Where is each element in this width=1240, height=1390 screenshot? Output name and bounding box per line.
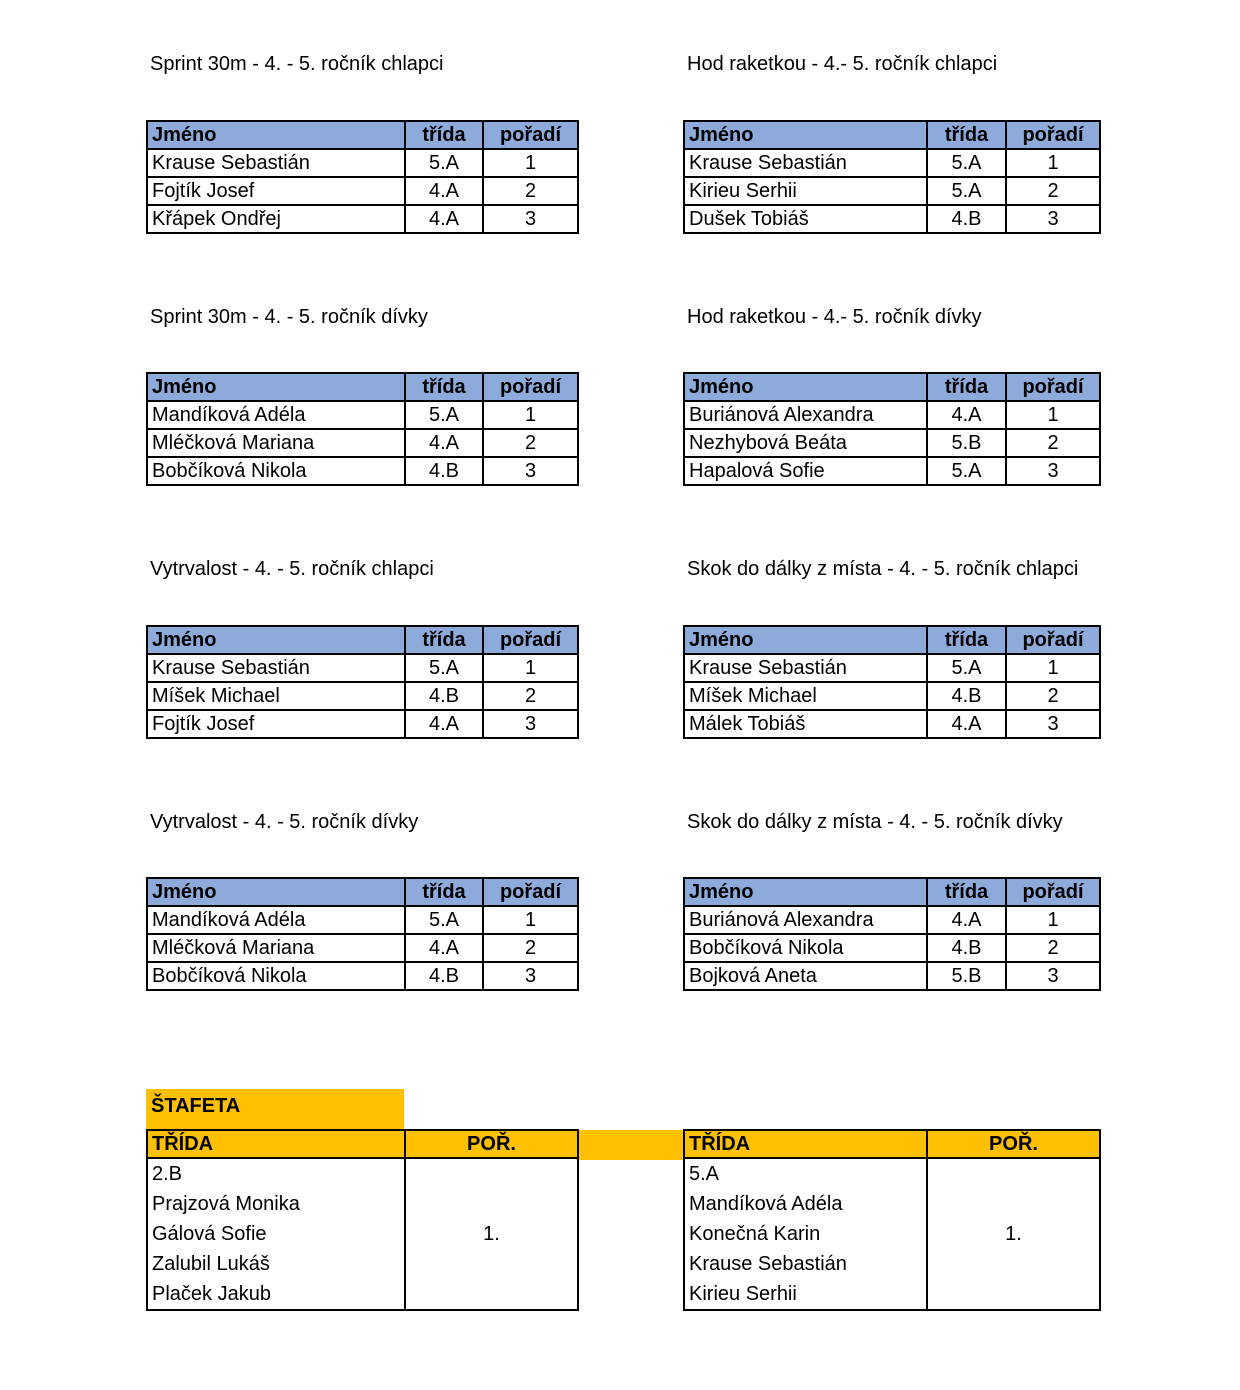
- relay-member: Plaček Jakub: [147, 1279, 405, 1310]
- cell-name: Bobčíková Nikola: [147, 457, 405, 485]
- col-header-place: pořadí: [1006, 626, 1100, 654]
- cell-place: 3: [1006, 457, 1100, 485]
- cell-name: Buriánová Alexandra: [684, 906, 927, 934]
- table-row: [684, 177, 1100, 205]
- cell-name: Fojtík Josef: [147, 177, 405, 205]
- relay-table-team-1: [146, 1129, 579, 1311]
- relay-divider-band: [576, 1130, 683, 1160]
- relay-member: Kirieu Serhii: [684, 1279, 927, 1310]
- col-header-place: pořadí: [483, 121, 578, 149]
- col-header-class: třída: [927, 626, 1006, 654]
- cell-place: 1: [483, 149, 578, 177]
- cell-place: 2: [483, 177, 578, 205]
- cell-place: 3: [1006, 710, 1100, 738]
- table-row: [147, 205, 578, 233]
- cell-name: Buriánová Alexandra: [684, 401, 927, 429]
- relay-col-header-class: TŘÍDA: [147, 1130, 405, 1158]
- table-row: [684, 457, 1100, 485]
- cell-place: 1: [483, 906, 578, 934]
- results-table-rocket-boys: [683, 120, 1101, 234]
- cell-place: 3: [1006, 962, 1100, 990]
- cell-class: 4.A: [405, 710, 483, 738]
- col-header-class: třída: [405, 373, 483, 401]
- cell-class: 5.A: [405, 654, 483, 682]
- col-header-name: Jméno: [147, 373, 405, 401]
- cell-place: 1: [1006, 906, 1100, 934]
- cell-name: Mandíková Adéla: [147, 401, 405, 429]
- cell-place: 3: [483, 962, 578, 990]
- cell-place: 1: [483, 401, 578, 429]
- cell-class: 4.A: [927, 401, 1006, 429]
- cell-name: Krause Sebastián: [147, 149, 405, 177]
- col-header-name: Jméno: [684, 878, 927, 906]
- col-header-place: pořadí: [483, 878, 578, 906]
- relay-team-place: 1.: [405, 1158, 578, 1310]
- cell-class: 4.A: [405, 934, 483, 962]
- cell-class: 4.A: [927, 906, 1006, 934]
- table-header-row: [147, 121, 578, 149]
- table-row: [147, 934, 578, 962]
- col-header-name: Jméno: [147, 878, 405, 906]
- cell-name: Mandíková Adéla: [147, 906, 405, 934]
- cell-place: 3: [1006, 205, 1100, 233]
- relay-title: ŠTAFETA: [146, 1089, 404, 1130]
- cell-class: 5.A: [405, 149, 483, 177]
- table-header-row: [684, 626, 1100, 654]
- table-row: [684, 682, 1100, 710]
- table-row: [147, 906, 578, 934]
- section-title-sprint-boys: Sprint 30m - 4. - 5. ročník chlapci: [150, 53, 444, 75]
- col-header-class: třída: [927, 373, 1006, 401]
- table-row: [147, 682, 578, 710]
- cell-place: 2: [1006, 682, 1100, 710]
- relay-team-place: 1.: [927, 1158, 1100, 1310]
- table-header-row: [147, 878, 578, 906]
- col-header-class: třída: [405, 626, 483, 654]
- cell-name: Nezhybová Beáta: [684, 429, 927, 457]
- cell-class: 5.A: [927, 654, 1006, 682]
- col-header-name: Jméno: [684, 626, 927, 654]
- cell-place: 1: [1006, 401, 1100, 429]
- table-row: [684, 906, 1100, 934]
- cell-name: Míšek Michael: [684, 682, 927, 710]
- cell-name: Mléčková Mariana: [147, 934, 405, 962]
- cell-class: 4.B: [927, 205, 1006, 233]
- results-table-endurance-girls: [146, 877, 579, 991]
- cell-name: Křápek Ondřej: [147, 205, 405, 233]
- cell-class: 5.A: [927, 149, 1006, 177]
- cell-place: 2: [483, 429, 578, 457]
- cell-place: 3: [483, 205, 578, 233]
- cell-class: 5.A: [405, 401, 483, 429]
- section-title-endurance-girls: Vytrvalost - 4. - 5. ročník dívky: [150, 811, 419, 833]
- cell-name: Krause Sebastián: [147, 654, 405, 682]
- cell-place: 1: [1006, 654, 1100, 682]
- col-header-name: Jméno: [684, 121, 927, 149]
- section-title-endurance-boys: Vytrvalost - 4. - 5. ročník chlapci: [150, 558, 434, 580]
- cell-name: Málek Tobiáš: [684, 710, 927, 738]
- col-header-name: Jméno: [147, 626, 405, 654]
- table-row: [147, 457, 578, 485]
- section-title-sprint-girls: Sprint 30m - 4. - 5. ročník dívky: [150, 306, 428, 328]
- col-header-place: pořadí: [483, 373, 578, 401]
- relay-col-header-place: POŘ.: [405, 1130, 578, 1158]
- cell-place: 2: [483, 934, 578, 962]
- cell-name: Mléčková Mariana: [147, 429, 405, 457]
- relay-member: Gálová Sofie: [147, 1219, 405, 1249]
- cell-name: Hapalová Sofie: [684, 457, 927, 485]
- cell-class: 4.B: [927, 934, 1006, 962]
- results-table-longjump-boys: [683, 625, 1101, 739]
- table-header-row: [147, 373, 578, 401]
- cell-class: 5.A: [405, 906, 483, 934]
- cell-class: 5.A: [927, 177, 1006, 205]
- results-table-rocket-girls: [683, 372, 1101, 486]
- relay-member: Mandíková Adéla: [684, 1189, 927, 1219]
- table-row: [684, 654, 1100, 682]
- cell-class: 4.A: [927, 710, 1006, 738]
- relay-header-row: [684, 1130, 1100, 1158]
- section-title-rocket-boys: Hod raketkou - 4.- 5. ročník chlapci: [687, 53, 998, 75]
- table-row: [147, 962, 578, 990]
- results-table-sprint-boys: [146, 120, 579, 234]
- table-row: [684, 710, 1100, 738]
- col-header-place: pořadí: [1006, 373, 1100, 401]
- section-title-longjump-girls: Skok do dálky z místa - 4. - 5. ročník dívky: [687, 811, 1063, 833]
- col-header-place: pořadí: [1006, 878, 1100, 906]
- table-row: [684, 149, 1100, 177]
- table-row: [684, 429, 1100, 457]
- col-header-class: třída: [405, 121, 483, 149]
- cell-place: 2: [483, 682, 578, 710]
- relay-row: [147, 1158, 578, 1189]
- cell-name: Fojtík Josef: [147, 710, 405, 738]
- table-header-row: [684, 878, 1100, 906]
- cell-class: 5.B: [927, 962, 1006, 990]
- cell-place: 3: [483, 457, 578, 485]
- relay-member: Prajzová Monika: [147, 1189, 405, 1219]
- table-row: [147, 401, 578, 429]
- cell-class: 4.A: [405, 177, 483, 205]
- cell-class: 4.A: [405, 205, 483, 233]
- col-header-place: pořadí: [1006, 121, 1100, 149]
- cell-place: 2: [1006, 429, 1100, 457]
- col-header-name: Jméno: [147, 121, 405, 149]
- results-table-endurance-boys: [146, 625, 579, 739]
- col-header-class: třída: [405, 878, 483, 906]
- cell-class: 5.A: [927, 457, 1006, 485]
- cell-place: 1: [483, 654, 578, 682]
- cell-class: 4.A: [405, 429, 483, 457]
- table-row: [147, 177, 578, 205]
- cell-class: 4.B: [405, 962, 483, 990]
- cell-class: 5.B: [927, 429, 1006, 457]
- cell-name: Bojková Aneta: [684, 962, 927, 990]
- cell-name: Míšek Michael: [147, 682, 405, 710]
- relay-header-row: [147, 1130, 578, 1158]
- relay-member: Konečná Karin: [684, 1219, 927, 1249]
- section-title-rocket-girls: Hod raketkou - 4.- 5. ročník dívky: [687, 306, 982, 328]
- cell-class: 4.B: [927, 682, 1006, 710]
- table-row: [684, 401, 1100, 429]
- results-table-sprint-girls: [146, 372, 579, 486]
- cell-place: 2: [1006, 934, 1100, 962]
- relay-col-header-class: TŘÍDA: [684, 1130, 927, 1158]
- cell-name: Bobčíková Nikola: [147, 962, 405, 990]
- relay-table-team-2: [683, 1129, 1101, 1311]
- relay-team-class: 5.A: [684, 1158, 927, 1189]
- table-row: [684, 934, 1100, 962]
- relay-member: Zalubil Lukáš: [147, 1249, 405, 1279]
- cell-place: 1: [1006, 149, 1100, 177]
- table-header-row: [147, 626, 578, 654]
- cell-class: 4.B: [405, 682, 483, 710]
- col-header-place: pořadí: [483, 626, 578, 654]
- relay-row: [684, 1158, 1100, 1189]
- table-header-row: [684, 373, 1100, 401]
- section-title-longjump-boys: Skok do dálky z místa - 4. - 5. ročník chlapci: [687, 558, 1079, 580]
- table-row: [147, 429, 578, 457]
- cell-name: Krause Sebastián: [684, 149, 927, 177]
- table-row: [684, 205, 1100, 233]
- table-row: [147, 710, 578, 738]
- col-header-class: třída: [927, 121, 1006, 149]
- col-header-name: Jméno: [684, 373, 927, 401]
- cell-place: 2: [1006, 177, 1100, 205]
- relay-col-header-place: POŘ.: [927, 1130, 1100, 1158]
- table-header-row: [684, 121, 1100, 149]
- cell-name: Kirieu Serhii: [684, 177, 927, 205]
- table-row: [684, 962, 1100, 990]
- table-row: [147, 654, 578, 682]
- relay-team-class: 2.B: [147, 1158, 405, 1189]
- col-header-class: třída: [927, 878, 1006, 906]
- cell-name: Dušek Tobiáš: [684, 205, 927, 233]
- cell-name: Bobčíková Nikola: [684, 934, 927, 962]
- results-table-longjump-girls: [683, 877, 1101, 991]
- cell-class: 4.B: [405, 457, 483, 485]
- table-row: [147, 149, 578, 177]
- cell-name: Krause Sebastián: [684, 654, 927, 682]
- cell-place: 3: [483, 710, 578, 738]
- relay-member: Krause Sebastián: [684, 1249, 927, 1279]
